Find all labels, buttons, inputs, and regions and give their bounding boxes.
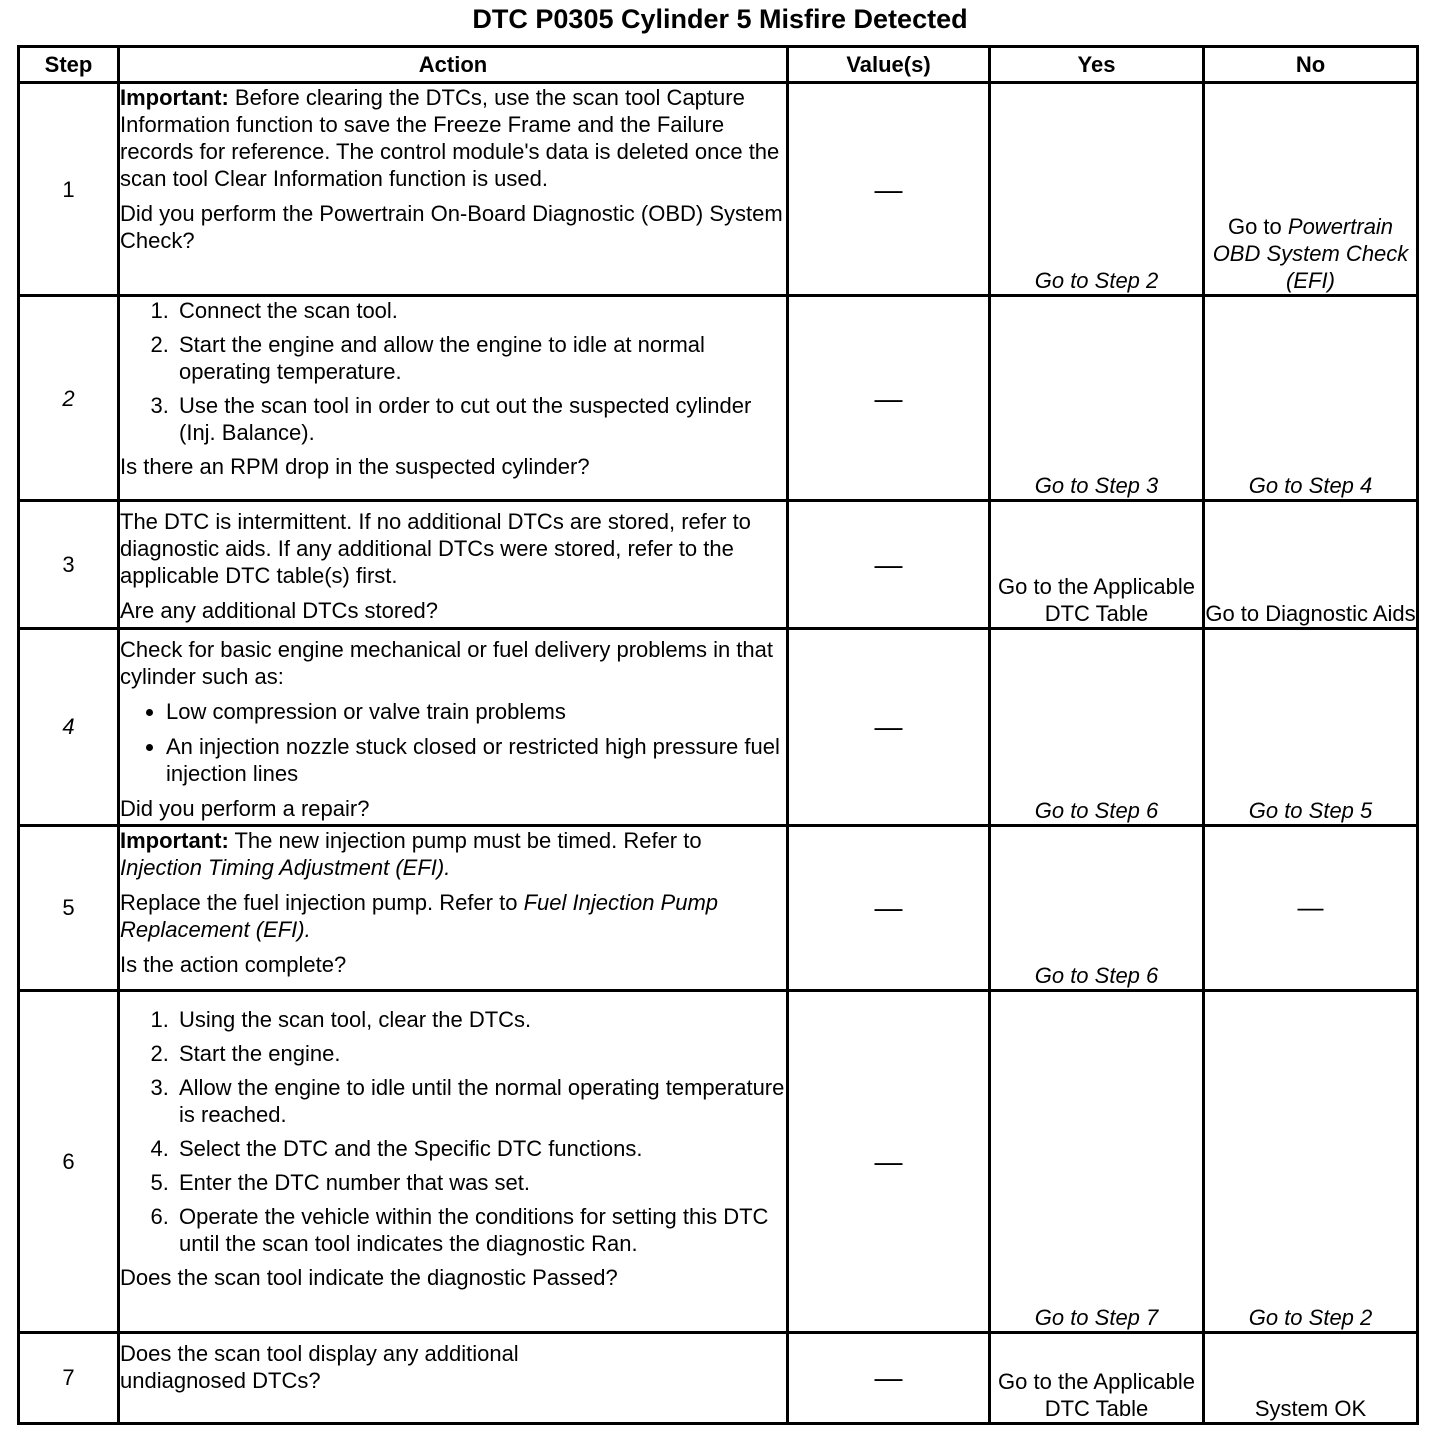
question-text: Does the scan tool display any additional undiagnosed DTCs?: [120, 1340, 519, 1393]
action-cell: [119, 83, 788, 296]
header-yes: Yes: [990, 47, 1204, 83]
yes-cell: Go to Step 2: [990, 83, 1204, 296]
no-link: Powertrain OBD System Check (EFI): [1212, 214, 1409, 294]
important-text: The new injection pump must be timed. Refer to: [234, 827, 702, 853]
list-item: 1. Connect the scan tool.: [175, 297, 786, 324]
value-cell: —: [788, 1332, 990, 1423]
list-item: 3. Use the scan tool in order to cut out the suspected cylinder (Inj. Balance).: [175, 392, 786, 446]
step-number: 1: [19, 83, 119, 296]
action-cell: [119, 990, 788, 1332]
diagnostic-table: [17, 45, 1419, 1425]
no-cell: —: [1204, 825, 1418, 990]
header-step: Step: [19, 47, 119, 83]
table-row: [19, 501, 1418, 629]
action-cell: [119, 629, 788, 825]
page-title: DTC P0305 Cylinder 5 Misfire Detected: [472, 4, 968, 34]
bullet-item: • Low compression or valve train problems: [166, 698, 786, 725]
step-number: 4: [19, 629, 119, 825]
question-text: Are any additional DTCs stored?: [120, 598, 438, 624]
table-row: [19, 1332, 1418, 1423]
value-cell: —: [788, 83, 990, 296]
yes-cell: Go to Step 6: [990, 629, 1204, 825]
action-link: Fuel Injection Pump Replacement (EFI).: [120, 889, 719, 942]
table-row: [19, 629, 1418, 825]
important-text: Before clearing the DTCs, use the scan tool Capture Information function to save the Freeze Frame and the Failure records for reference. The control module's data is deleted once the scan tool Clear Information function is used.: [120, 85, 780, 191]
important-label: Important:: [120, 827, 229, 853]
list-item: 1. Using the scan tool, clear the DTCs.: [175, 1006, 786, 1033]
question-text: Is the action complete?: [120, 951, 347, 977]
step-number: 6: [19, 990, 119, 1332]
yes-cell: Go to Step 7: [990, 990, 1204, 1332]
step-number: 7: [19, 1332, 119, 1423]
value-cell: —: [788, 825, 990, 990]
no-cell: Go to Diagnostic Aids: [1204, 501, 1418, 629]
bullet-item: • An injection nozzle stuck closed or restricted high pressure fuel injection lines: [166, 733, 786, 787]
action-cell: [119, 296, 788, 501]
header-no: No: [1204, 47, 1418, 83]
yes-cell: Go to Step 3: [990, 296, 1204, 501]
action-text: Check for basic engine mechanical or fuel delivery problems in that cylinder such as:: [120, 637, 773, 690]
no-cell: Go to Step 2: [1204, 990, 1418, 1332]
no-cell: Go to Step 4: [1204, 296, 1418, 501]
action-cell: [119, 501, 788, 629]
table-row: [19, 83, 1418, 296]
question-text: Did you perform the Powertrain On-Board Diagnostic (OBD) System Check?: [120, 201, 783, 253]
question-text: Does the scan tool indicate the diagnostic Passed?: [120, 1264, 618, 1290]
list-item: 3. Allow the engine to idle until the normal operating temperature is reached.: [175, 1074, 786, 1128]
step-number: 5: [19, 825, 119, 990]
table-row: [19, 990, 1418, 1332]
no-cell: System OK: [1204, 1332, 1418, 1423]
step-number: 3: [19, 501, 119, 629]
important-label: Important:: [120, 85, 229, 110]
header-action: Action: [119, 47, 788, 83]
action-text: The DTC is intermittent. If no additional DTCs are stored, refer to diagnostic aids. If any additional DTCs were stored, refer to the applicable DTC table(s) first.: [120, 509, 751, 589]
yes-cell: Go to Step 6: [990, 825, 1204, 990]
list-item: 4. Select the DTC and the Specific DTC functions.: [175, 1135, 786, 1162]
list-item: 6. Operate the vehicle within the conditions for setting this DTC until the scan tool indicates the diagnostic Ran.: [175, 1203, 786, 1257]
list-item: 5. Enter the DTC number that was set.: [175, 1169, 786, 1196]
header-values: Value(s): [788, 47, 990, 83]
action-text: Replace the fuel injection pump. Refer to: [120, 889, 518, 915]
list-item: 2. Start the engine.: [175, 1040, 786, 1067]
value-cell: —: [788, 629, 990, 825]
no-cell: Go to Step 5: [1204, 629, 1418, 825]
table-header-row: [19, 47, 1418, 83]
question-text: Did you perform a repair?: [120, 796, 370, 822]
value-cell: —: [788, 990, 990, 1332]
yes-cell: Go to the Applicable DTC Table: [990, 501, 1204, 629]
value-cell: —: [788, 296, 990, 501]
important-link: Injection Timing Adjustment (EFI).: [120, 854, 451, 880]
step-number: 2: [19, 296, 119, 501]
value-cell: —: [788, 501, 990, 629]
yes-cell: Go to the Applicable DTC Table: [990, 1332, 1204, 1423]
no-prefix: Go to: [1227, 214, 1282, 240]
action-cell: [119, 825, 788, 990]
no-cell: [1204, 83, 1418, 296]
table-row: [19, 296, 1418, 501]
question-text: Is there an RPM drop in the suspected cylinder?: [120, 454, 590, 480]
action-cell: [119, 1332, 788, 1423]
list-item: 2. Start the engine and allow the engine to idle at normal operating temperature.: [175, 331, 786, 385]
table-row: [19, 825, 1418, 990]
